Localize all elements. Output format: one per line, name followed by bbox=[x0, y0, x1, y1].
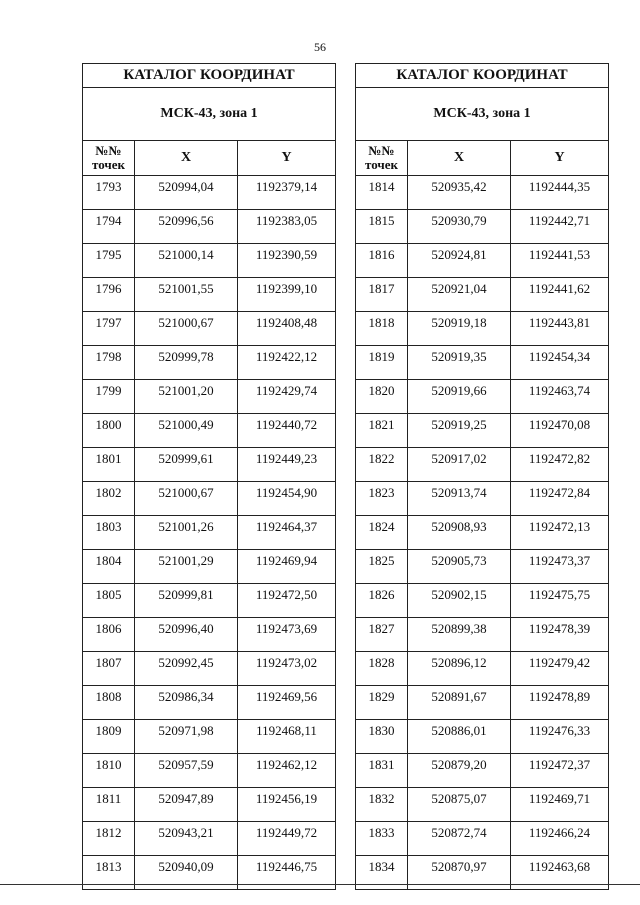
table-row bbox=[356, 448, 609, 482]
catalog-title: КАТАЛОГ КООРДИНАТ bbox=[83, 64, 336, 88]
x-coordinate-cell: 521000,67 bbox=[135, 312, 238, 346]
point-number-cell: 1831 bbox=[356, 754, 408, 788]
table-row bbox=[83, 652, 336, 686]
y-coordinate-cell: 1192449,72 bbox=[238, 822, 336, 856]
y-coordinate-cell: 1192468,11 bbox=[238, 720, 336, 754]
y-coordinate-cell: 1192466,24 bbox=[511, 822, 609, 856]
catalog-title: КАТАЛОГ КООРДИНАТ bbox=[356, 64, 609, 88]
x-coordinate-cell: 520930,79 bbox=[408, 210, 511, 244]
table-row bbox=[83, 312, 336, 346]
table-row bbox=[356, 244, 609, 278]
point-number-cell: 1818 bbox=[356, 312, 408, 346]
y-coordinate-cell: 1192472,37 bbox=[511, 754, 609, 788]
x-coordinate-cell: 520913,74 bbox=[408, 482, 511, 516]
y-coordinate-cell: 1192442,71 bbox=[511, 210, 609, 244]
x-coordinate-cell: 520999,78 bbox=[135, 346, 238, 380]
y-coordinate-cell: 1192441,62 bbox=[511, 278, 609, 312]
catalog-subtitle: МСК-43, зона 1 bbox=[356, 88, 609, 141]
x-header: X bbox=[135, 141, 238, 176]
x-coordinate-cell: 520919,35 bbox=[408, 346, 511, 380]
point-number-cell: 1806 bbox=[83, 618, 135, 652]
x-coordinate-cell: 521000,49 bbox=[135, 414, 238, 448]
y-coordinate-cell: 1192479,42 bbox=[511, 652, 609, 686]
coordinate-catalog-table-right bbox=[355, 63, 609, 890]
coordinate-catalog-table-left bbox=[82, 63, 336, 890]
y-coordinate-cell: 1192473,37 bbox=[511, 550, 609, 584]
point-number-cell: 1817 bbox=[356, 278, 408, 312]
x-coordinate-cell: 520921,04 bbox=[408, 278, 511, 312]
table-row bbox=[356, 686, 609, 720]
table-row bbox=[83, 210, 336, 244]
table-row bbox=[83, 448, 336, 482]
x-header: X bbox=[408, 141, 511, 176]
x-coordinate-cell: 520875,07 bbox=[408, 788, 511, 822]
table-row bbox=[356, 176, 609, 210]
table-row bbox=[83, 516, 336, 550]
footer-divider bbox=[0, 884, 640, 885]
y-coordinate-cell: 1192422,12 bbox=[238, 346, 336, 380]
catalog-subtitle: МСК-43, зона 1 bbox=[83, 88, 336, 141]
point-number-cell: 1826 bbox=[356, 584, 408, 618]
table-row bbox=[83, 278, 336, 312]
y-coordinate-cell: 1192454,34 bbox=[511, 346, 609, 380]
point-number-cell: 1793 bbox=[83, 176, 135, 210]
x-coordinate-cell: 520919,18 bbox=[408, 312, 511, 346]
point-number-cell: 1816 bbox=[356, 244, 408, 278]
y-coordinate-cell: 1192454,90 bbox=[238, 482, 336, 516]
table-row bbox=[83, 346, 336, 380]
y-coordinate-cell: 1192476,33 bbox=[511, 720, 609, 754]
y-coordinate-cell: 1192429,74 bbox=[238, 380, 336, 414]
y-coordinate-cell: 1192456,19 bbox=[238, 788, 336, 822]
point-number-cell: 1801 bbox=[83, 448, 135, 482]
x-coordinate-cell: 520996,56 bbox=[135, 210, 238, 244]
table-row bbox=[356, 210, 609, 244]
y-coordinate-cell: 1192463,74 bbox=[511, 380, 609, 414]
y-coordinate-cell: 1192444,35 bbox=[511, 176, 609, 210]
point-number-cell: 1813 bbox=[83, 856, 135, 890]
y-coordinate-cell: 1192440,72 bbox=[238, 414, 336, 448]
point-number-cell: 1799 bbox=[83, 380, 135, 414]
y-coordinate-cell: 1192478,39 bbox=[511, 618, 609, 652]
y-coordinate-cell: 1192462,12 bbox=[238, 754, 336, 788]
point-number-cell: 1833 bbox=[356, 822, 408, 856]
table-row bbox=[83, 822, 336, 856]
y-coordinate-cell: 1192441,53 bbox=[511, 244, 609, 278]
x-coordinate-cell: 520879,20 bbox=[408, 754, 511, 788]
y-coordinate-cell: 1192472,50 bbox=[238, 584, 336, 618]
catalog-body bbox=[83, 176, 336, 890]
point-number-cell: 1822 bbox=[356, 448, 408, 482]
y-header: Y bbox=[511, 141, 609, 176]
y-coordinate-cell: 1192449,23 bbox=[238, 448, 336, 482]
table-row bbox=[83, 380, 336, 414]
x-coordinate-cell: 521001,55 bbox=[135, 278, 238, 312]
point-number-cell: 1819 bbox=[356, 346, 408, 380]
point-number-cell: 1794 bbox=[83, 210, 135, 244]
point-number-cell: 1830 bbox=[356, 720, 408, 754]
x-coordinate-cell: 520994,04 bbox=[135, 176, 238, 210]
table-row bbox=[356, 618, 609, 652]
point-number-header: №№ точек bbox=[83, 141, 135, 176]
x-coordinate-cell: 520896,12 bbox=[408, 652, 511, 686]
x-coordinate-cell: 521001,26 bbox=[135, 516, 238, 550]
y-coordinate-cell: 1192469,56 bbox=[238, 686, 336, 720]
x-coordinate-cell: 520908,93 bbox=[408, 516, 511, 550]
table-row bbox=[356, 652, 609, 686]
point-number-cell: 1809 bbox=[83, 720, 135, 754]
table-row bbox=[83, 754, 336, 788]
y-coordinate-cell: 1192473,69 bbox=[238, 618, 336, 652]
point-number-cell: 1814 bbox=[356, 176, 408, 210]
x-coordinate-cell: 520999,61 bbox=[135, 448, 238, 482]
table-row bbox=[356, 516, 609, 550]
x-coordinate-cell: 520919,25 bbox=[408, 414, 511, 448]
table-row bbox=[83, 550, 336, 584]
point-number-cell: 1820 bbox=[356, 380, 408, 414]
x-coordinate-cell: 520899,38 bbox=[408, 618, 511, 652]
y-coordinate-cell: 1192478,89 bbox=[511, 686, 609, 720]
table-row bbox=[83, 788, 336, 822]
y-coordinate-cell: 1192443,81 bbox=[511, 312, 609, 346]
x-coordinate-cell: 520992,45 bbox=[135, 652, 238, 686]
point-number-cell: 1825 bbox=[356, 550, 408, 584]
x-coordinate-cell: 520999,81 bbox=[135, 584, 238, 618]
y-coordinate-cell: 1192472,82 bbox=[511, 448, 609, 482]
x-coordinate-cell: 520891,67 bbox=[408, 686, 511, 720]
table-row bbox=[356, 550, 609, 584]
y-coordinate-cell: 1192469,71 bbox=[511, 788, 609, 822]
point-number-cell: 1797 bbox=[83, 312, 135, 346]
point-number-cell: 1795 bbox=[83, 244, 135, 278]
point-number-cell: 1796 bbox=[83, 278, 135, 312]
table-row bbox=[356, 584, 609, 618]
table-row bbox=[83, 720, 336, 754]
point-number-cell: 1821 bbox=[356, 414, 408, 448]
point-number-cell: 1812 bbox=[83, 822, 135, 856]
page-number: 56 bbox=[314, 40, 326, 54]
y-coordinate-cell: 1192469,94 bbox=[238, 550, 336, 584]
y-coordinate-cell: 1192470,08 bbox=[511, 414, 609, 448]
x-coordinate-cell: 521000,67 bbox=[135, 482, 238, 516]
table-row bbox=[83, 482, 336, 516]
point-number-cell: 1834 bbox=[356, 856, 408, 890]
table-row bbox=[356, 312, 609, 346]
x-coordinate-cell: 520996,40 bbox=[135, 618, 238, 652]
point-number-cell: 1805 bbox=[83, 584, 135, 618]
point-number-cell: 1810 bbox=[83, 754, 135, 788]
y-coordinate-cell: 1192472,13 bbox=[511, 516, 609, 550]
x-coordinate-cell: 521000,14 bbox=[135, 244, 238, 278]
table-row bbox=[356, 380, 609, 414]
x-coordinate-cell: 520917,02 bbox=[408, 448, 511, 482]
table-row bbox=[83, 618, 336, 652]
x-coordinate-cell: 520940,09 bbox=[135, 856, 238, 890]
table-row bbox=[356, 788, 609, 822]
x-coordinate-cell: 521001,20 bbox=[135, 380, 238, 414]
y-coordinate-cell: 1192464,37 bbox=[238, 516, 336, 550]
point-number-cell: 1828 bbox=[356, 652, 408, 686]
table-row bbox=[83, 176, 336, 210]
y-coordinate-cell: 1192379,14 bbox=[238, 176, 336, 210]
x-coordinate-cell: 520947,89 bbox=[135, 788, 238, 822]
table-row bbox=[356, 414, 609, 448]
table-row bbox=[356, 278, 609, 312]
point-number-cell: 1807 bbox=[83, 652, 135, 686]
y-coordinate-cell: 1192408,48 bbox=[238, 312, 336, 346]
catalog-body bbox=[356, 176, 609, 890]
point-number-cell: 1823 bbox=[356, 482, 408, 516]
table-row bbox=[356, 822, 609, 856]
x-coordinate-cell: 520870,97 bbox=[408, 856, 511, 890]
table-row bbox=[83, 584, 336, 618]
table-row bbox=[356, 346, 609, 380]
x-coordinate-cell: 520902,15 bbox=[408, 584, 511, 618]
table-row bbox=[356, 482, 609, 516]
x-coordinate-cell: 520971,98 bbox=[135, 720, 238, 754]
y-coordinate-cell: 1192463,68 bbox=[511, 856, 609, 890]
y-coordinate-cell: 1192399,10 bbox=[238, 278, 336, 312]
x-coordinate-cell: 520935,42 bbox=[408, 176, 511, 210]
y-coordinate-cell: 1192383,05 bbox=[238, 210, 336, 244]
x-coordinate-cell: 520957,59 bbox=[135, 754, 238, 788]
x-coordinate-cell: 520886,01 bbox=[408, 720, 511, 754]
table-row bbox=[356, 720, 609, 754]
y-coordinate-cell: 1192446,75 bbox=[238, 856, 336, 890]
y-coordinate-cell: 1192473,02 bbox=[238, 652, 336, 686]
y-coordinate-cell: 1192390,59 bbox=[238, 244, 336, 278]
table-row bbox=[83, 686, 336, 720]
point-number-cell: 1800 bbox=[83, 414, 135, 448]
x-coordinate-cell: 520919,66 bbox=[408, 380, 511, 414]
point-number-cell: 1811 bbox=[83, 788, 135, 822]
y-coordinate-cell: 1192472,84 bbox=[511, 482, 609, 516]
table-row bbox=[356, 754, 609, 788]
table-row bbox=[83, 244, 336, 278]
point-number-cell: 1803 bbox=[83, 516, 135, 550]
y-coordinate-cell: 1192475,75 bbox=[511, 584, 609, 618]
x-coordinate-cell: 521001,29 bbox=[135, 550, 238, 584]
point-number-cell: 1808 bbox=[83, 686, 135, 720]
x-coordinate-cell: 520924,81 bbox=[408, 244, 511, 278]
point-number-cell: 1798 bbox=[83, 346, 135, 380]
point-number-cell: 1802 bbox=[83, 482, 135, 516]
point-number-cell: 1815 bbox=[356, 210, 408, 244]
table-row bbox=[83, 414, 336, 448]
x-coordinate-cell: 520905,73 bbox=[408, 550, 511, 584]
point-number-header: №№ точек bbox=[356, 141, 408, 176]
point-number-cell: 1804 bbox=[83, 550, 135, 584]
point-number-cell: 1832 bbox=[356, 788, 408, 822]
x-coordinate-cell: 520872,74 bbox=[408, 822, 511, 856]
x-coordinate-cell: 520943,21 bbox=[135, 822, 238, 856]
point-number-cell: 1827 bbox=[356, 618, 408, 652]
point-number-cell: 1829 bbox=[356, 686, 408, 720]
point-number-cell: 1824 bbox=[356, 516, 408, 550]
y-header: Y bbox=[238, 141, 336, 176]
x-coordinate-cell: 520986,34 bbox=[135, 686, 238, 720]
